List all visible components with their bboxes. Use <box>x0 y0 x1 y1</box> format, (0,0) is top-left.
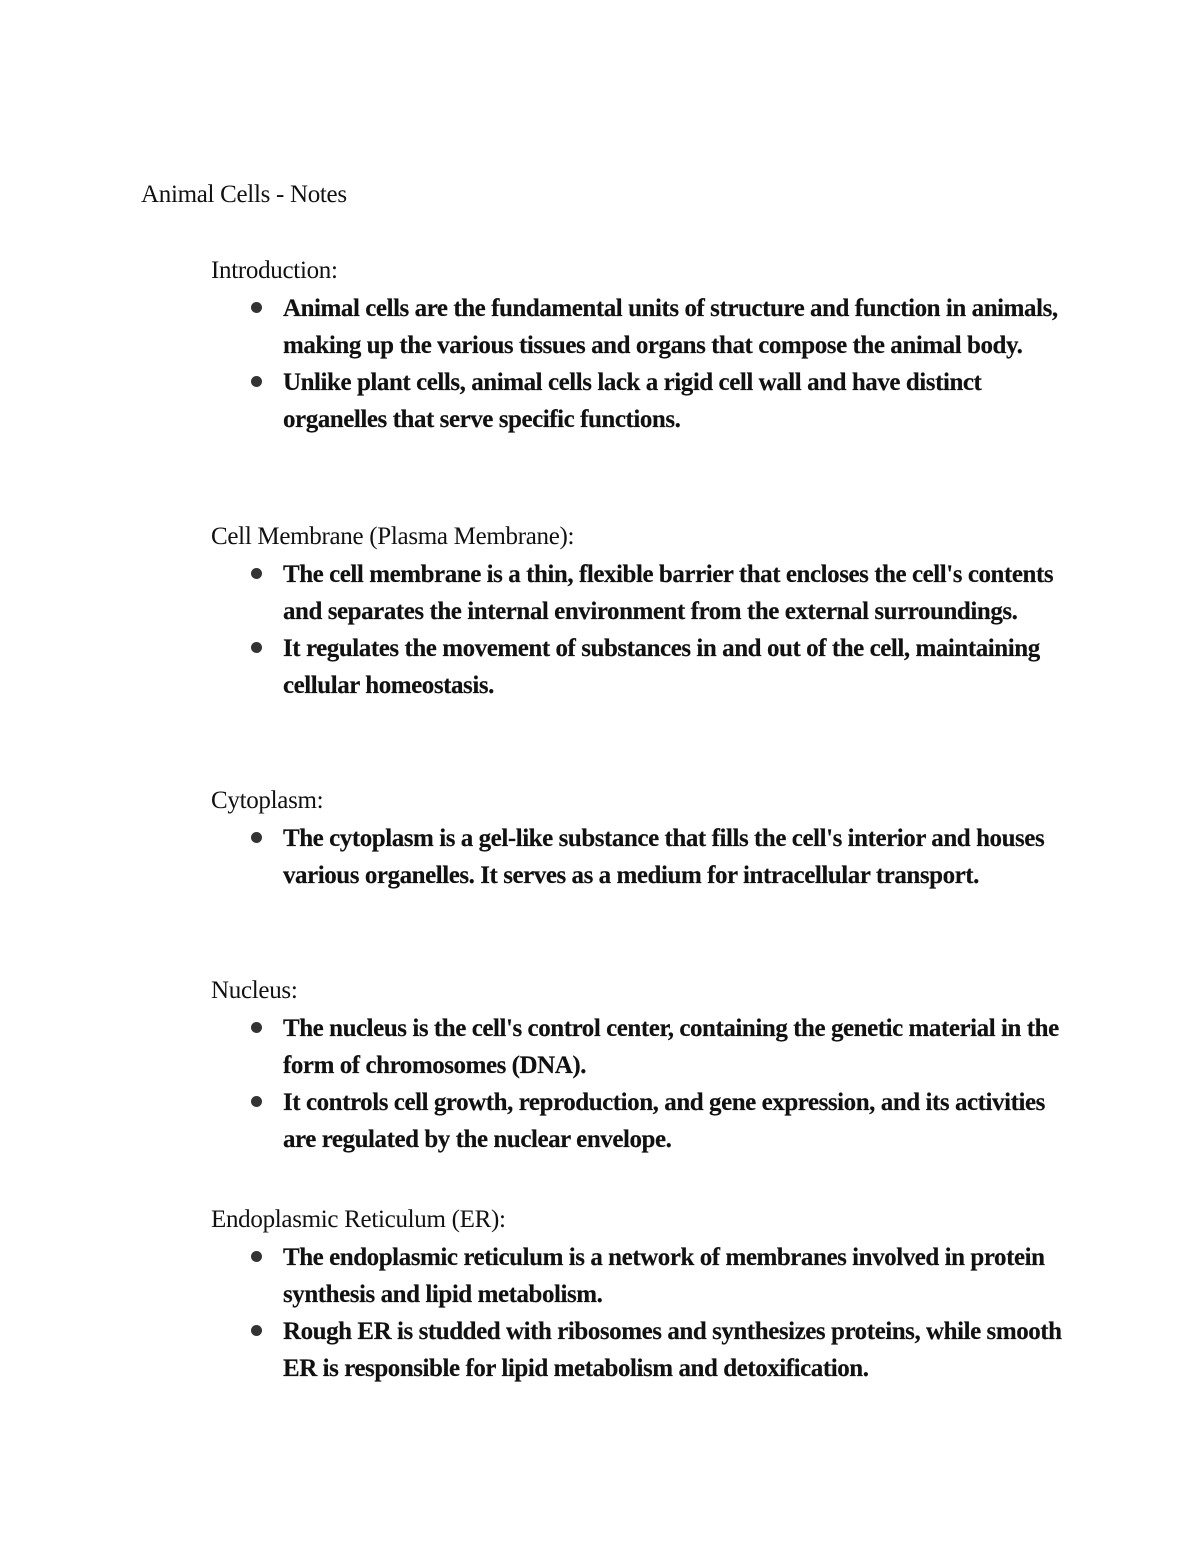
bullet-list <box>211 290 1071 438</box>
list-item <box>211 364 1071 438</box>
bullet-list <box>211 820 1071 894</box>
section-heading: Nucleus: <box>211 977 298 1004</box>
list-item <box>211 290 1071 364</box>
bullet-text: Rough ER is studded with ribosomes and synthesizes proteins, while smooth ER is responsible for lipid metabolism and detoxification. <box>283 1318 1062 1382</box>
bullet-text: Animal cells are the fundamental units of structure and function in animals, making up the various tissues and organs that compose the animal body. <box>283 295 1058 359</box>
bullet-list <box>211 1239 1071 1387</box>
list-item <box>211 1239 1071 1313</box>
bullet-list <box>211 556 1071 704</box>
bullet-icon <box>251 1325 262 1336</box>
section-heading: Endoplasmic Reticulum (ER): <box>211 1206 506 1233</box>
list-item <box>211 1010 1071 1084</box>
section-heading: Cytoplasm: <box>211 787 324 814</box>
list-item <box>211 630 1071 704</box>
bullet-text: The nucleus is the cell's control center, containing the genetic material in the form of chromosomes (DNA). <box>283 1015 1059 1079</box>
bullet-text: Unlike plant cells, animal cells lack a rigid cell wall and have distinct organelles that serve specific functions. <box>283 369 982 433</box>
bullet-text: It controls cell growth, reproduction, and gene expression, and its activities are regulated by the nuclear envelope. <box>283 1089 1045 1153</box>
list-item <box>211 556 1071 630</box>
list-item <box>211 1313 1071 1387</box>
bullet-icon <box>251 568 262 579</box>
bullet-icon <box>251 832 262 843</box>
bullet-list <box>211 1010 1071 1158</box>
bullet-icon <box>251 1251 262 1262</box>
section-nucleus <box>211 976 1071 1158</box>
document-title: Animal Cells - Notes <box>141 181 347 208</box>
list-item <box>211 820 1071 894</box>
section-introduction <box>211 256 1071 438</box>
bullet-icon <box>251 1022 262 1033</box>
bullet-icon <box>251 376 262 387</box>
bullet-icon <box>251 302 262 313</box>
section-endoplasmic-reticulum <box>211 1205 1071 1387</box>
bullet-text: It regulates the movement of substances in and out of the cell, maintaining cellular homeostasis. <box>283 635 1040 699</box>
bullet-icon <box>251 1096 262 1107</box>
list-item <box>211 1084 1071 1158</box>
bullet-text: The cytoplasm is a gel-like substance that fills the cell's interior and houses various organelles. It serves as a medium for intracellular transport. <box>283 825 1045 889</box>
section-cytoplasm <box>211 786 1071 894</box>
bullet-text: The cell membrane is a thin, flexible barrier that encloses the cell's contents and separates the internal environment from the external surroundings. <box>283 561 1054 625</box>
section-cell-membrane <box>211 522 1071 704</box>
bullet-text: The endoplasmic reticulum is a network of membranes involved in protein synthesis and lipid metabolism. <box>283 1244 1045 1308</box>
bullet-icon <box>251 642 262 653</box>
section-heading: Cell Membrane (Plasma Membrane): <box>211 523 575 550</box>
section-heading: Introduction: <box>211 257 338 284</box>
